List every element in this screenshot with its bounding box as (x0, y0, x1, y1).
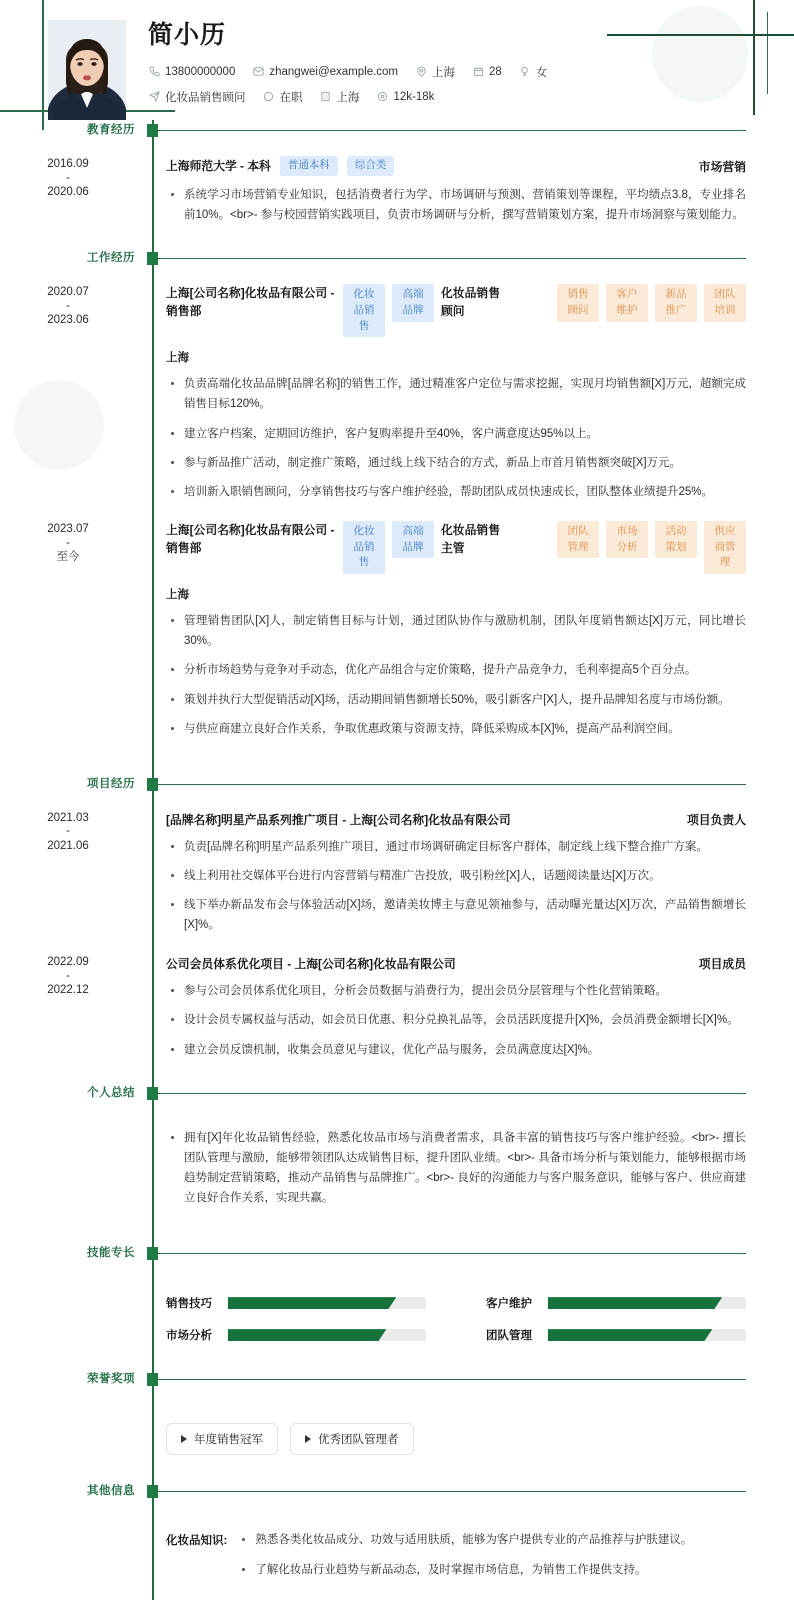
play-triangle-icon (181, 1435, 187, 1443)
section-header-summary (0, 1083, 794, 1109)
section-projects (0, 774, 794, 1083)
project-heading-row (166, 954, 746, 972)
section-awards (0, 1369, 794, 1481)
date-separator: - (66, 536, 70, 549)
date-end: 至今 (56, 551, 80, 564)
section-divider (158, 784, 746, 785)
skills-entry (0, 1269, 794, 1343)
section-education (0, 120, 794, 248)
skill-tag: 团队管理 (557, 521, 599, 559)
timeline-marker (147, 1247, 158, 1260)
company-tag: 化妆品销售 (343, 284, 385, 337)
project-content (152, 810, 794, 945)
education-dates (0, 156, 152, 234)
section-title-work: 工作经历 (87, 252, 135, 264)
skill-label: 销售技巧 (166, 1298, 212, 1311)
work-bullets (166, 611, 746, 739)
list-item: 设计会员专属权益与活动，如会员日优惠、积分兑换礼品等，会员活跃度提升[X]%，会员消费金额增长[X]%。 (166, 1010, 746, 1030)
list-item: 拥有[X]年化妆品销售经验，熟悉化妆品市场与消费者需求，具备丰富的销售技巧与客户维护经验。<br>- 擅长团队管理与激励，能够带领团队达成销售目标，提升团队业绩。<br>- 具备市场分析与策划能力，能够根据市场趋势制定营销策略，推动产品销售与品牌推广。<br>- 良好的沟通能力与客户服务意识，能够与客户、供应商建立良好合作关系，实现共赢。 (166, 1128, 746, 1209)
contact-gender-value: 女 (535, 66, 548, 79)
contact-location-value: 上海 (432, 66, 456, 79)
education-tag: 综合类 (347, 156, 395, 176)
section-title-summary: 个人总结 (87, 1086, 135, 1099)
job-status-value: 在职 (279, 91, 303, 104)
list-item: 负责高端化妆品品牌[品牌名称]的销售工作，通过精准客户定位与需求挖掘，实现月均销售额[X]万元，超额完成销售目标120%。 (166, 374, 746, 414)
section-summary (0, 1083, 794, 1244)
contact-email (252, 66, 398, 78)
skill-tag: 活动策划 (655, 521, 697, 559)
summary-spacer (0, 1119, 152, 1218)
education-heading-row (166, 156, 746, 176)
project-entry (0, 944, 794, 1068)
contact-age (472, 66, 502, 78)
date-end: 2020.06 (47, 186, 89, 199)
job-city-value: 上海 (336, 91, 360, 104)
project-dates (0, 810, 152, 945)
skill-tag: 新品推广 (655, 284, 697, 322)
award-label: 优秀团队管理者 (318, 1434, 399, 1447)
salary-icon (377, 91, 389, 103)
skill-item (166, 1327, 426, 1343)
date-start: 2022.09 (47, 956, 89, 969)
list-item: 负责[品牌名称]明星产品系列推广项目，通过市场调研确定目标客户群体，制定线上线下整合推广方案。 (166, 837, 746, 857)
company-tag: 化妆品销售 (343, 521, 385, 574)
list-item: 了解化妆品行业趋势与新品动态，及时掌握市场信息，为销售工作提供支持。 (237, 1561, 692, 1581)
award-chip[interactable] (290, 1423, 414, 1455)
section-title-education: 教育经历 (87, 124, 135, 136)
work-bullets (166, 374, 746, 502)
skill-item (486, 1327, 746, 1343)
timeline-marker (147, 1485, 158, 1498)
section-divider (158, 1491, 746, 1492)
skill-bar (228, 1297, 426, 1309)
section-header-education (0, 120, 794, 146)
list-item: 参与公司会员体系优化项目，分析会员数据与消费行为，提出会员分层管理与个性化营销策略。 (166, 981, 746, 1001)
section-title-skills: 技能专长 (87, 1247, 135, 1260)
section-divider (158, 1093, 746, 1094)
skill-label: 客户维护 (486, 1298, 532, 1311)
timeline-marker (147, 252, 158, 265)
list-item: 系统学习市场营销专业知识，包括消费者行为学、市场调研与预测、营销策划等课程，平均绩点3.8，专业排名前10%。<br>- 参与校园营销实践项目，负责市场调研与分析，撰写营销策划方案，提升市场洞察与策划能力。 (166, 185, 746, 225)
contact-row-primary (148, 64, 764, 80)
project-title: 公司会员体系优化项目 - 上海[公司名称]化妆品有限公司 (166, 957, 456, 972)
list-item: 分析市场趋势与竞争对手动态，优化产品组合与定价策略，提升产品竞争力，毛利率提高5个百分点。 (166, 660, 746, 680)
skill-tag: 客户维护 (606, 284, 648, 322)
skill-bar-fill (548, 1297, 722, 1309)
date-separator: - (66, 299, 70, 312)
skills-content (152, 1279, 794, 1343)
play-triangle-icon (305, 1435, 311, 1443)
summary-bullets (166, 1128, 746, 1209)
project-content (152, 954, 794, 1068)
date-end: 2022.12 (47, 984, 89, 997)
skill-bar-fill (228, 1297, 396, 1309)
skills-grid (166, 1279, 746, 1343)
project-bullets (166, 837, 746, 936)
awards-spacer (0, 1405, 152, 1455)
calendar-icon (472, 66, 484, 78)
list-item: 策划并执行大型促销活动[X]场，活动期间销售额增长50%，吸引新客户[X]人，提升品牌知名度与市场份额。 (166, 690, 746, 710)
other-content (152, 1517, 794, 1590)
section-title-projects: 项目经历 (87, 777, 135, 790)
section-other (0, 1481, 794, 1590)
list-item: 培训新入职销售顾问，分享销售技巧与客户维护经验，帮助团队成员快速成长，团队整体业绩提升25%。 (166, 482, 746, 502)
mail-icon (252, 66, 264, 78)
project-role: 项目成员 (698, 957, 746, 972)
skill-bar-fill (548, 1329, 712, 1341)
date-end: 2021.06 (47, 839, 89, 852)
other-bullets (227, 1531, 692, 1590)
education-bullets (166, 185, 746, 225)
list-item: 线下举办新品发布会与体验活动[X]场，邀请美妆博主与意见领袖参与，活动曝光量达[X]万次，产品销售额增长[X]%。 (166, 895, 746, 935)
list-item: 与供应商建立良好合作关系，争取优惠政策与资源支持，降低采购成本[X]%，提高产品利润空间。 (166, 719, 746, 739)
contact-location (415, 64, 455, 80)
skill-label: 市场分析 (166, 1330, 212, 1343)
timeline-marker (147, 124, 158, 137)
section-divider (158, 130, 746, 131)
skill-tag: 市场分析 (606, 521, 648, 559)
education-content (152, 156, 794, 234)
other-entry (0, 1507, 794, 1590)
section-divider (158, 1253, 746, 1254)
project-dates (0, 954, 152, 1068)
awards-list (166, 1405, 746, 1455)
job-title: 化妆品销售顾问 (441, 286, 500, 319)
project-title: [品牌名称]明星产品系列推广项目 - 上海[公司名称]化妆品有限公司 (166, 812, 511, 827)
target-icon (148, 91, 160, 103)
section-work (0, 248, 794, 774)
section-header-other (0, 1481, 794, 1507)
phone-icon (148, 66, 160, 78)
work-skill-tags (557, 521, 746, 574)
skill-item (486, 1295, 746, 1311)
contact-phone-value: 13800000000 (165, 65, 236, 78)
date-start: 2020.07 (47, 286, 89, 298)
list-item: 线上利用社交媒体平台进行内容营销与精准广告投放，吸引粉丝[X]人，话题阅读量达[X]万次。 (166, 866, 746, 886)
work-content (152, 521, 794, 748)
skill-item (166, 1295, 426, 1311)
section-header-projects (0, 774, 794, 800)
work-location: 上海 (166, 589, 189, 602)
job-title: 化妆品销售主管 (441, 522, 500, 556)
status-icon (263, 91, 275, 103)
timeline-marker (147, 1087, 158, 1100)
avatar (48, 20, 126, 120)
contact-email-value: zhangwei@example.com (269, 65, 399, 78)
job-status (263, 89, 303, 105)
contact-row-secondary (148, 89, 764, 105)
timeline-marker (147, 778, 158, 791)
date-separator: - (66, 825, 70, 838)
work-entry (0, 274, 794, 511)
section-divider (158, 1379, 746, 1380)
location-icon (415, 66, 427, 78)
date-start: 2023.07 (47, 522, 89, 535)
section-header-awards (0, 1369, 794, 1395)
section-header-work (0, 248, 794, 274)
company-tag: 高端品牌 (392, 284, 434, 322)
award-label: 年度销售冠军 (194, 1434, 263, 1447)
work-heading-row (166, 521, 746, 574)
list-item: 熟悉各类化妆品成分、功效与适用肤质，能够为客户提供专业的产品推荐与护肤建议。 (237, 1531, 692, 1551)
company-name: 上海[公司名称]化妆品有限公司 - 销售部 (166, 286, 335, 319)
building-icon (320, 91, 332, 103)
skills-spacer (0, 1279, 152, 1343)
date-start: 2016.09 (47, 158, 89, 170)
work-content (152, 284, 794, 511)
skill-bar (228, 1329, 426, 1341)
contact-age-value: 28 (489, 65, 502, 78)
company-tag: 高端品牌 (392, 521, 434, 559)
section-divider (158, 258, 746, 259)
job-city (320, 89, 360, 105)
education-tag: 普通本科 (280, 156, 338, 176)
other-group-label: 化妆品知识: (166, 1535, 228, 1548)
project-bullets (166, 981, 746, 1059)
education-major: 市场营销 (698, 159, 746, 174)
resume-header (0, 0, 794, 120)
project-entry (0, 800, 794, 945)
project-role: 项目负责人 (687, 812, 746, 827)
salary-expectation (377, 91, 435, 103)
school-name: 上海师范大学 - 本科 (166, 159, 271, 174)
work-dates (0, 521, 152, 748)
job-target (148, 89, 246, 105)
award-chip[interactable] (166, 1423, 278, 1455)
summary-entry (0, 1109, 794, 1218)
education-entry (0, 146, 794, 234)
company-name: 上海[公司名称]化妆品有限公司 - 销售部 (166, 522, 335, 556)
work-skill-tags (557, 284, 746, 322)
work-entry (0, 511, 794, 748)
skill-bar (548, 1329, 746, 1341)
skill-label: 团队管理 (486, 1330, 532, 1343)
date-start: 2021.03 (47, 811, 89, 824)
awards-content (152, 1405, 794, 1455)
contact-phone (148, 66, 235, 78)
summary-content (152, 1119, 794, 1218)
work-heading-row (166, 284, 746, 337)
section-title-awards: 荣誉奖项 (87, 1373, 135, 1386)
work-location: 上海 (166, 352, 189, 365)
section-title-other: 其他信息 (87, 1485, 135, 1498)
list-item: 建立会员反馈机制，收集会员意见与建议，优化产品与服务，会员满意度达[X]%。 (166, 1040, 746, 1060)
resume-body (0, 120, 794, 1600)
timeline-marker (147, 1373, 158, 1386)
list-item: 参与新品推广活动，制定推广策略，通过线上线下结合的方式，新品上市首月销售额突破[X]万元。 (166, 453, 746, 473)
awards-entry (0, 1395, 794, 1455)
date-end: 2023.06 (47, 314, 89, 327)
contact-gender (519, 64, 548, 80)
skill-tag: 销售顾问 (557, 284, 599, 322)
skill-tag: 供应商管理 (704, 521, 746, 574)
job-target-value: 化妆品销售顾问 (165, 91, 246, 104)
other-spacer (0, 1517, 152, 1590)
list-item: 建立客户档案，定期回访维护，客户复购率提升至40%，客户满意度达95%以上。 (166, 424, 746, 444)
list-item: 管理销售团队[X]人，制定销售目标与计划，通过团队协作与激励机制，团队年度销售额达[X]万元，同比增长30%。 (166, 611, 746, 651)
skill-bar-fill (228, 1329, 386, 1341)
date-separator: - (66, 969, 70, 982)
section-skills (0, 1243, 794, 1369)
skill-tag: 团队培训 (704, 284, 746, 322)
salary-value: 12k-18k (393, 90, 435, 103)
section-header-skills (0, 1243, 794, 1269)
work-dates (0, 284, 152, 511)
gender-icon (519, 66, 531, 78)
page-title: 简小历 (148, 21, 227, 49)
other-group (166, 1517, 746, 1590)
date-separator: - (66, 171, 70, 184)
skill-bar (548, 1297, 746, 1309)
project-heading-row (166, 810, 746, 828)
